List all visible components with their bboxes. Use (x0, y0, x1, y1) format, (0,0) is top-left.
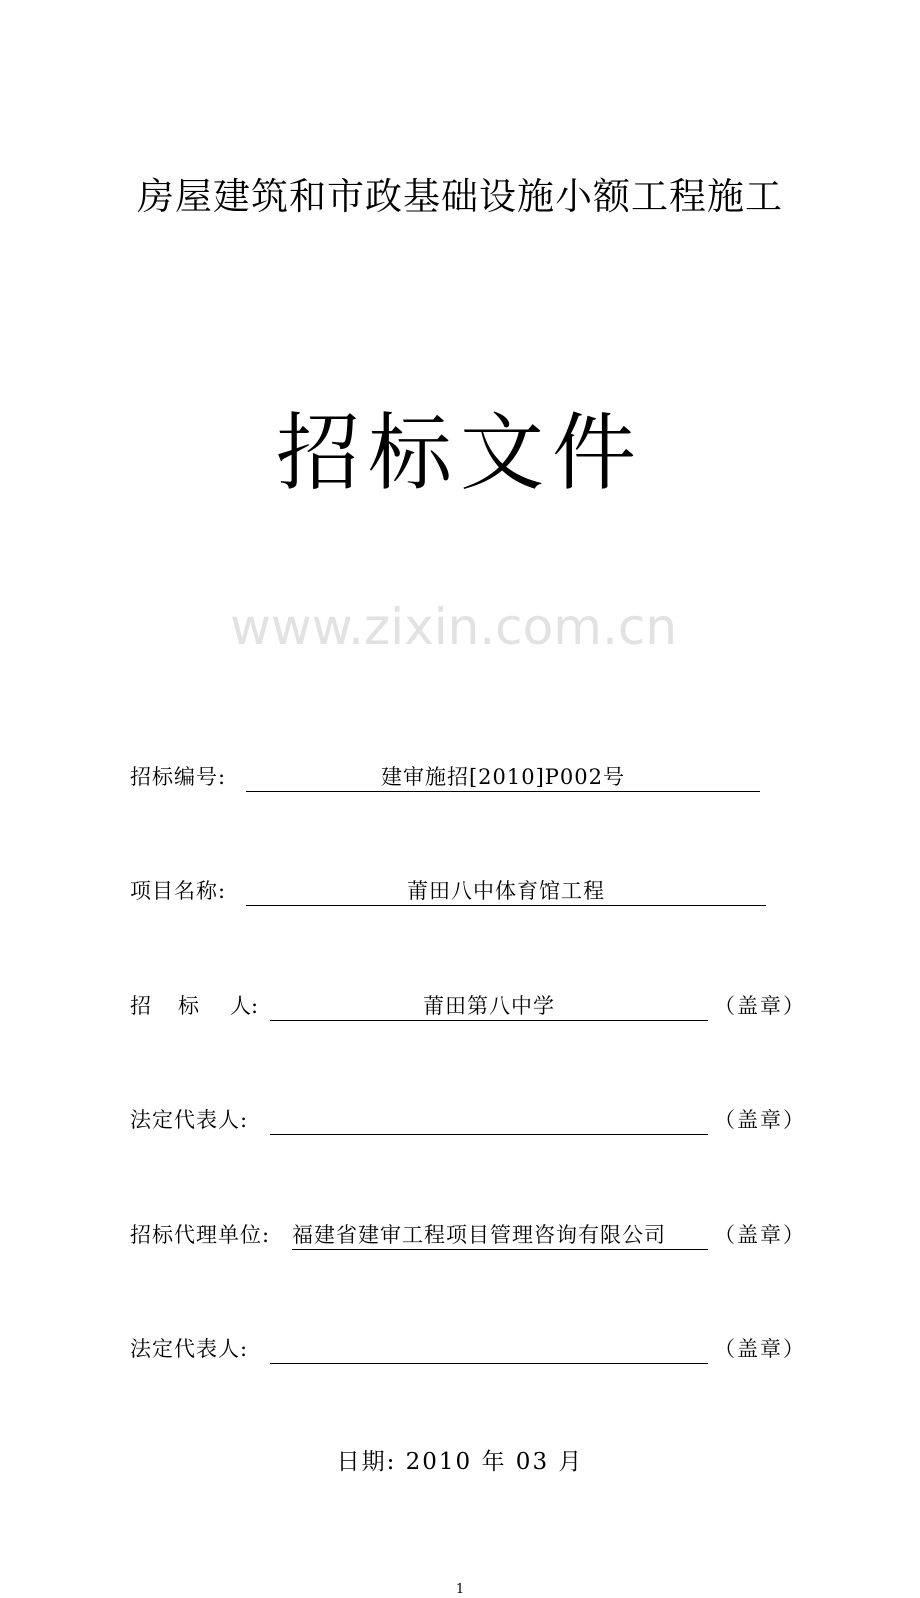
agency-label: 招标代理单位: (130, 1223, 271, 1247)
agency-row (130, 1220, 920, 1250)
legal-rep-row-2 (130, 1334, 920, 1364)
watermark: www.zixin.com.cn (230, 598, 678, 656)
document-subtitle: 房屋建筑和市政基础设施小额工程施工 (137, 175, 783, 218)
project-name-value: 莆田八中体育馆工程 (246, 876, 766, 906)
legal-rep-seal-2: （盖章） (714, 1337, 806, 1361)
legal-rep-row-1 (130, 1105, 920, 1135)
legal-rep-value-2 (270, 1334, 708, 1364)
legal-rep-label-2: 法定代表人: (130, 1337, 249, 1361)
document-title: 招标文件 (275, 404, 644, 502)
legal-rep-value-1 (270, 1105, 708, 1135)
agency-value: 福建省建审工程项目管理咨询有限公司 (292, 1220, 708, 1250)
tender-number-value: 建审施招[2010]P002号 (246, 762, 760, 792)
legal-rep-label-1: 法定代表人: (130, 1108, 249, 1132)
tenderer-seal: （盖章） (714, 994, 806, 1018)
project-name-label: 项目名称: (130, 879, 227, 903)
tenderer-label-char-1: 招 (130, 994, 151, 1018)
tenderer-value: 莆田第八中学 (270, 991, 708, 1021)
tender-number-label: 招标编号: (130, 765, 227, 789)
tenderer-label-char-2: 标 (178, 994, 199, 1018)
page-number: 1 (455, 1582, 465, 1597)
tenderer-row (130, 991, 920, 1021)
agency-seal: （盖章） (714, 1223, 806, 1247)
document-date: 日期: 2010 年 03 月 (336, 1449, 584, 1475)
project-name-row (130, 876, 920, 906)
tenderer-label (130, 991, 258, 1021)
tender-number-row (130, 762, 920, 792)
legal-rep-seal-1: （盖章） (714, 1108, 806, 1132)
tenderer-label-char-3: 人: (230, 994, 259, 1018)
